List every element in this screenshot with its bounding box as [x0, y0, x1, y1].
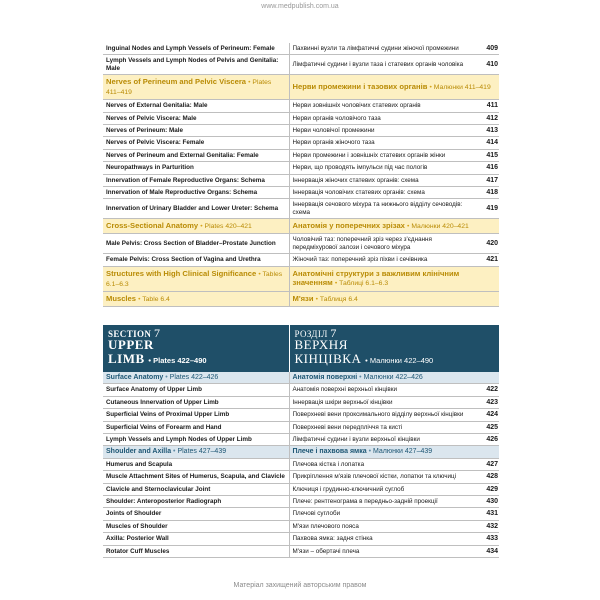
entry-title-en: Nerves of Pelvic Viscera: Female	[103, 137, 289, 149]
section-name-ua-1: ВЕРХНЯ	[294, 336, 348, 352]
section-number-en: 7	[153, 325, 161, 340]
subsection-name-en: Nerves of Perineum and Pelvic Viscera	[106, 77, 246, 87]
bottom-contents	[103, 372, 499, 558]
contents-row[interactable]	[103, 533, 499, 545]
contents-row[interactable]	[103, 409, 499, 421]
entry-title-ua: Іннервація сечового міхура та нижнього відділу сечоводів: схема	[289, 199, 475, 219]
entry-title-ua: Анатомія поверхні верхньої кінцівки	[289, 384, 475, 396]
entry-title-en: Innervation of Urinary Bladder and Lower Ureter: Schema	[103, 199, 289, 219]
subsection-title-ua	[289, 219, 499, 234]
subsection-plates-en	[138, 296, 170, 303]
contents-row[interactable]	[103, 100, 499, 112]
contents-row[interactable]	[103, 254, 499, 266]
contents-row[interactable]	[103, 162, 499, 174]
entry-title-en: Lymph Vessels and Lymph Nodes of Upper Limb	[103, 433, 289, 445]
subsection-title-ua	[289, 372, 499, 384]
bullet: •	[407, 223, 410, 231]
entry-title-en: Superficial Veins of Proximal Upper Limb	[103, 409, 289, 421]
entry-title-en: Male Pelvis: Cross Section of Bladder–Prostate Junction	[103, 234, 289, 254]
page-number: 422	[475, 384, 499, 396]
bullet: •	[248, 79, 251, 87]
contents-row[interactable]	[103, 421, 499, 433]
section-heading-en	[103, 325, 289, 372]
bullet: •	[368, 448, 372, 456]
subsection-title-en	[103, 75, 289, 100]
section-name-en-1: UPPER	[108, 336, 154, 352]
entry-title-ua: Поверхневі вени проксимального відділу верхньої кінцівки	[289, 409, 475, 421]
section-number-ua: 7	[330, 325, 337, 340]
subsection-plates-en	[173, 448, 226, 455]
page-number: 412	[475, 112, 499, 124]
entry-title-en: Neuropathways in Parturition	[103, 162, 289, 174]
contents-row[interactable]	[103, 471, 499, 483]
subsection-plates-en	[165, 374, 218, 381]
subsection-title-ua	[289, 446, 499, 458]
bullet: •	[365, 355, 368, 365]
page-number: 419	[475, 199, 499, 219]
contents-row[interactable]	[103, 384, 499, 396]
subsection-name-en: Cross-Sectional Anatomy	[106, 221, 199, 231]
bullet: •	[173, 448, 176, 456]
subsection-title-ua	[289, 291, 499, 306]
contents-row[interactable]	[103, 396, 499, 408]
bullet: •	[359, 373, 362, 381]
subsection-header[interactable]	[103, 75, 499, 100]
contents-row[interactable]	[103, 137, 499, 149]
subsection-name-en: Structures with High Clinical Significance	[106, 268, 257, 278]
page-number: 414	[475, 137, 499, 149]
section-divider	[103, 306, 499, 372]
contents-row[interactable]	[103, 520, 499, 532]
entry-title-ua: М'язи плечового пояса	[289, 520, 475, 532]
contents-row[interactable]	[103, 508, 499, 520]
subsection-title-en	[103, 446, 289, 458]
page-number: 420	[475, 234, 499, 254]
entry-title-en: Nerves of Perineum: Male	[103, 125, 289, 137]
page-number: 411	[475, 100, 499, 112]
page-number: 418	[475, 187, 499, 199]
entry-title-ua: Лімфатичні судини і вузли верхньої кінцівки	[289, 433, 475, 445]
plates-range-ua: Малюнки 420–421	[411, 223, 469, 231]
plates-range-ua: Таблиці 6.1–6.3	[339, 280, 389, 287]
contents-row[interactable]	[103, 433, 499, 445]
contents-row[interactable]	[103, 495, 499, 507]
bullet: •	[200, 223, 203, 231]
page-number: 415	[475, 149, 499, 161]
page-number: 429	[475, 483, 499, 495]
bullet: •	[334, 280, 338, 287]
entry-title-en: Surface Anatomy of Upper Limb	[103, 384, 289, 396]
subsection-title-en	[103, 291, 289, 306]
subsection-plates-ua	[430, 84, 491, 91]
entry-title-en: Humerus and Scapula	[103, 458, 289, 470]
page-number: 423	[475, 396, 499, 408]
subsection-subheader[interactable]	[103, 446, 499, 458]
entry-title-ua: Нерви зовнішніх чоловічих статевих органів	[289, 100, 475, 112]
subsection-plates-ua	[407, 223, 469, 230]
entry-title-ua: Ключиця і грудинно-ключичний суглоб	[289, 483, 475, 495]
subsection-header[interactable]	[103, 291, 499, 306]
page-number: 410	[475, 55, 499, 75]
contents-row[interactable]	[103, 112, 499, 124]
entry-title-en: Lymph Vessels and Lymph Nodes of Pelvis and Genitalia: Male	[103, 55, 289, 75]
page-number: 434	[475, 545, 499, 557]
entry-title-en: Nerves of Pelvic Viscera: Male	[103, 112, 289, 124]
entry-title-ua: Плече: рентгенограма в передньо-задній проекції	[289, 495, 475, 507]
plates-range-ua: Таблиця 6.4	[319, 295, 358, 303]
page-number: 428	[475, 471, 499, 483]
page-number: 409	[475, 43, 499, 55]
entry-title-en: Superficial Veins of Forearm and Hand	[103, 421, 289, 433]
subsection-subheader[interactable]	[103, 372, 499, 384]
page-number: 425	[475, 421, 499, 433]
entry-title-en: Muscles of Shoulder	[103, 520, 289, 532]
entry-title-en: Muscle Attachment Sites of Humerus, Scapula, and Clavicle	[103, 471, 289, 483]
subsection-name-en: Muscles	[106, 293, 136, 303]
plates-range-en: Plates 427–439	[177, 448, 227, 456]
contents-row[interactable]	[103, 174, 499, 186]
page-number: 430	[475, 495, 499, 507]
entry-title-ua: Прикріплення м'язів плечової кістки, лопатки та ключиці	[289, 471, 475, 483]
subsection-name-ua: Анатомія поверхні	[292, 373, 358, 381]
page-number: 413	[475, 125, 499, 137]
entry-title-en: Innervation of Female Reproductive Organs: Schema	[103, 174, 289, 186]
contents-page	[103, 43, 499, 558]
subsection-title-ua	[289, 266, 499, 291]
contents-row[interactable]	[103, 125, 499, 137]
entry-title-ua: Пахвинні вузли та лімфатичні судини жіночої промежини	[289, 43, 475, 55]
entry-title-ua: Нерви промежини і зовнішніх статевих органів жінки	[289, 149, 475, 161]
page-number: 417	[475, 174, 499, 186]
subsection-title-en	[103, 219, 289, 234]
subsection-title-en	[103, 372, 289, 384]
entry-title-en: Cutaneous Innervation of Upper Limb	[103, 396, 289, 408]
subsection-name-ua: Нерви промежини і тазових органів	[292, 82, 428, 92]
entry-title-en: Joints of Shoulder	[103, 508, 289, 520]
subsection-name-ua: М'язи	[292, 293, 314, 303]
plates-range-en: Plates 422–426	[169, 373, 219, 381]
contents-row[interactable]	[103, 149, 499, 161]
plates-range-ua: Малюнки 427–439	[372, 448, 433, 456]
subsection-name-ua: Анатомія у поперечних зрізах	[292, 221, 405, 231]
section-label-en: SECTION	[108, 328, 152, 339]
entry-title-en: Female Pelvis: Cross Section of Vagina and Urethra	[103, 254, 289, 266]
subsection-plates-ua	[369, 448, 433, 455]
contents-table	[103, 43, 499, 558]
entry-title-en: Clavicle and Sternoclavicular Joint	[103, 483, 289, 495]
subsection-name-en: Surface Anatomy	[106, 373, 164, 381]
contents-row[interactable]	[103, 43, 499, 55]
section-label-ua: РОЗДІЛ	[294, 328, 328, 339]
subsection-plates-ua	[335, 280, 388, 287]
entry-title-ua: Нерви, що проводять імпульси під час пологів	[289, 162, 475, 174]
entry-title-ua: Іннервація шкіри верхньої кінцівки	[289, 396, 475, 408]
plates-range-ua: Малюнки 411–419	[433, 84, 491, 92]
plates-range-en: Table 6.4	[142, 295, 170, 303]
page-number: 426	[475, 433, 499, 445]
contents-row[interactable]	[103, 199, 499, 219]
bullet: •	[258, 270, 261, 278]
section-plates-ua: Малюнки 422–490	[369, 355, 434, 365]
entry-title-ua: Нерви чоловічої промежини	[289, 125, 475, 137]
header-url[interactable]: www.medpublish.com.ua	[261, 3, 339, 10]
subsection-header[interactable]	[103, 266, 499, 291]
entry-title-ua: Іннервація жіночих статевих органів: схема	[289, 174, 475, 186]
bullet: •	[165, 373, 168, 381]
entry-title-en: Nerves of External Genitalia: Male	[103, 100, 289, 112]
section-name-en-2: LIMB	[108, 350, 145, 366]
bullet: •	[429, 84, 432, 92]
contents-row[interactable]	[103, 545, 499, 557]
entry-title-ua: Плечові суглоби	[289, 508, 475, 520]
copyright-footer: Матеріал захищений авторським правом	[233, 582, 367, 589]
bullet: •	[148, 355, 152, 365]
subsection-plates-ua	[359, 374, 423, 381]
entry-title-ua: Нерви органів жіночого таза	[289, 137, 475, 149]
subsection-plates-en	[200, 223, 252, 230]
subsection-title-ua	[289, 75, 499, 100]
plates-range-en: Tables 6.1–6.3	[106, 270, 283, 288]
bullet: •	[138, 295, 141, 303]
contents-row[interactable]	[103, 483, 499, 495]
page-number: 427	[475, 458, 499, 470]
contents-row[interactable]	[103, 234, 499, 254]
plates-range-en: Plates 411–419	[106, 79, 272, 97]
subsection-title-en	[103, 266, 289, 291]
contents-row[interactable]	[103, 187, 499, 199]
entry-title-ua: Лімфатичні судини і вузли таза і статевих органів чоловіка	[289, 55, 475, 75]
entry-title-en: Innervation of Male Reproductive Organs: Schema	[103, 187, 289, 199]
entry-title-ua: Чоловічий таз: поперечний зріз через з'єднання передміхурової залози і сечового міхура	[289, 234, 475, 254]
plates-range-ua: Малюнки 422–426	[363, 373, 423, 381]
entry-title-ua: Нерви органів чоловічого таза	[289, 112, 475, 124]
subsection-header[interactable]	[103, 219, 499, 234]
page-number: 431	[475, 508, 499, 520]
subsection-name-ua: Плече і пахвова ямка	[292, 448, 367, 456]
entry-title-ua: Іннервація чоловічих статевих органів: схема	[289, 187, 475, 199]
section-heading-ua	[289, 325, 499, 372]
page-number: 421	[475, 254, 499, 266]
entry-title-en: Axilla: Posterior Wall	[103, 533, 289, 545]
page-number: 416	[475, 162, 499, 174]
entry-title-ua: Пахвова ямка: задня стінка	[289, 533, 475, 545]
subsection-plates-ua	[316, 296, 358, 303]
page-number: 433	[475, 533, 499, 545]
section-plates-en: Plates 422–490	[153, 355, 207, 365]
page-number: 432	[475, 520, 499, 532]
page-number: 424	[475, 409, 499, 421]
entry-title-en: Inguinal Nodes and Lymph Vessels of Perineum: Female	[103, 43, 289, 55]
contents-row[interactable]	[103, 458, 499, 470]
entry-title-en: Shoulder: Anteroposterior Radiograph	[103, 495, 289, 507]
entry-title-ua: Плечова кістка і лопатка	[289, 458, 475, 470]
entry-title-ua: Поверхневі вени передпліччя та кисті	[289, 421, 475, 433]
subsection-name-ua: Анатомічні структури з важливим клінічним значенням	[292, 269, 460, 287]
entry-title-en: Nerves of Perineum and External Genitalia: Female	[103, 149, 289, 161]
plates-range-en: Plates 420–421	[204, 223, 252, 231]
entry-title-ua: М'язи – обертачі плеча	[289, 545, 475, 557]
contents-row[interactable]	[103, 55, 499, 75]
entry-title-ua: Жіночий таз: поперечний зріз піхви і сечівника	[289, 254, 475, 266]
top-contents	[103, 43, 499, 306]
bullet: •	[315, 295, 319, 303]
subsection-name-en: Shoulder and Axilla	[106, 448, 172, 456]
section-name-ua-2: КІНЦІВКА	[294, 350, 362, 366]
entry-title-en: Rotator Cuff Muscles	[103, 545, 289, 557]
